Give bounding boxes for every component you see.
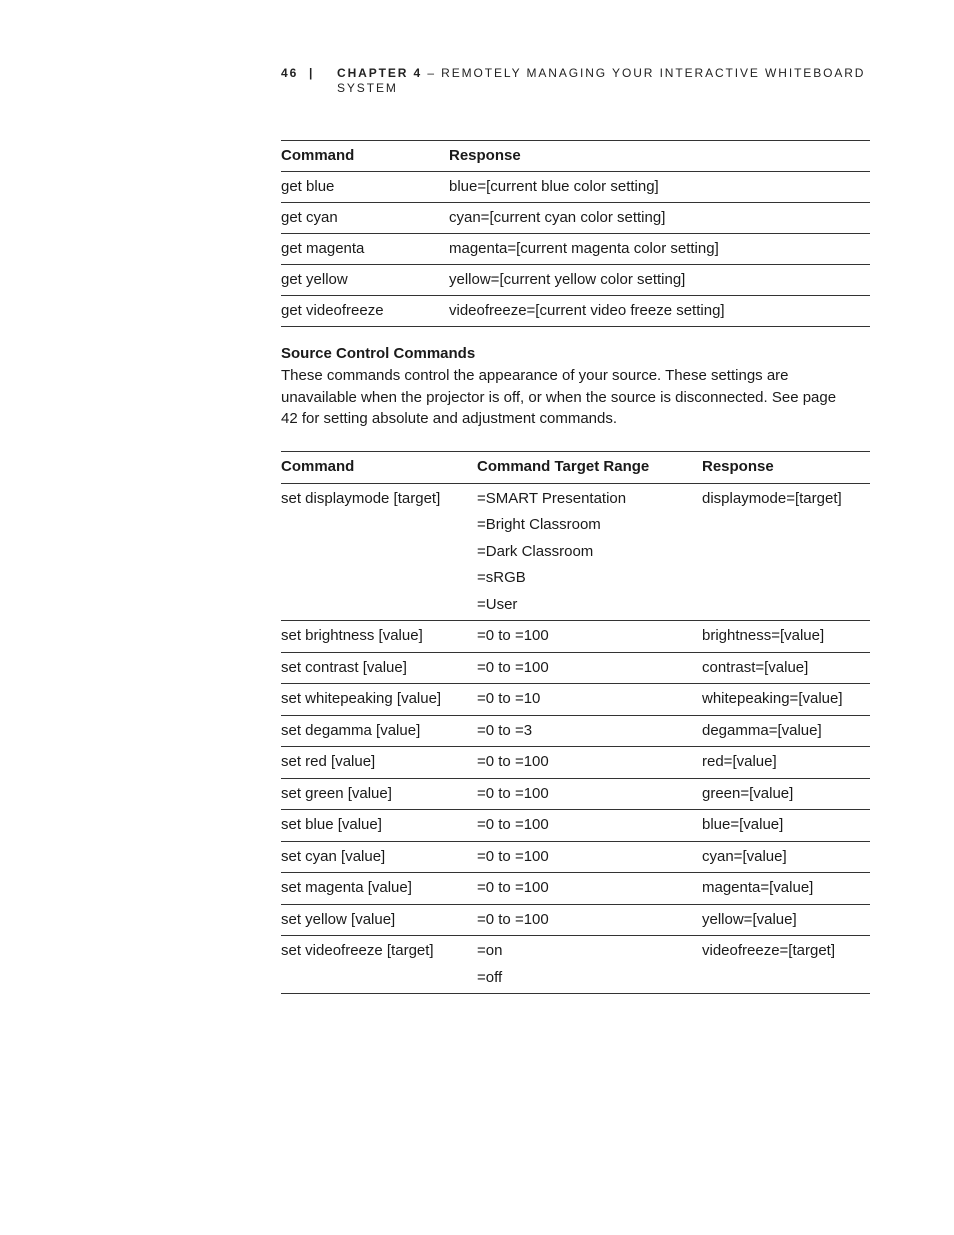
- table-header-row: [281, 141, 870, 172]
- response-cell: displaymode=[target]: [702, 489, 842, 507]
- target-range-cell: [477, 483, 702, 621]
- response-cell: contrast=[value]: [702, 658, 809, 676]
- target-range-cell: =0 to =100: [477, 753, 549, 770]
- column-header-command: Command: [281, 147, 355, 164]
- command-cell: get yellow: [281, 271, 348, 288]
- target-range-cell: =0 to =100: [477, 658, 549, 676]
- target-range-cell: =0 to =100: [477, 847, 549, 865]
- response-cell: cyan=[current cyan color setting]: [449, 209, 666, 226]
- table-row: [281, 483, 870, 621]
- header-separator: |: [309, 66, 315, 80]
- command-cell: set whitepeaking [value]: [281, 690, 442, 707]
- table-row: [281, 172, 870, 203]
- column-header-response: Response: [449, 147, 521, 164]
- range-option: =on: [477, 942, 503, 959]
- command-cell: set contrast [value]: [281, 658, 407, 676]
- target-range-cell: [477, 936, 702, 994]
- target-range-cell: =0 to =3: [477, 721, 533, 739]
- get-commands-table: [281, 140, 870, 327]
- command-cell: set yellow [value]: [281, 910, 396, 928]
- response-cell: yellow=[current yellow color setting]: [449, 271, 686, 288]
- response-cell: blue=[value]: [702, 816, 784, 833]
- response-cell: brightness=[value]: [702, 627, 825, 644]
- command-cell: set magenta [value]: [281, 879, 412, 896]
- range-option: =Bright Classroom: [477, 516, 601, 533]
- response-cell: degamma=[value]: [702, 721, 822, 739]
- table-row: [281, 841, 870, 873]
- command-cell: get cyan: [281, 209, 338, 226]
- command-cell: set blue [value]: [281, 816, 382, 833]
- range-option: =off: [477, 968, 503, 986]
- response-cell: magenta=[current magenta color setting]: [449, 240, 719, 257]
- command-cell: set displaymode [target]: [281, 489, 441, 507]
- table-row: [281, 684, 870, 716]
- command-cell: get magenta: [281, 240, 365, 257]
- range-option: =SMART Presentation: [477, 489, 627, 507]
- table-row: [281, 778, 870, 810]
- table-row: [281, 203, 870, 234]
- table-row: [281, 936, 870, 994]
- table-row: [281, 265, 870, 296]
- table-row: [281, 652, 870, 684]
- target-range-cell: =0 to =100: [477, 816, 549, 833]
- response-cell: yellow=[value]: [702, 910, 797, 928]
- response-cell: red=[value]: [702, 753, 777, 770]
- response-cell: blue=[current blue color setting]: [449, 178, 659, 195]
- command-cell: set red [value]: [281, 753, 376, 770]
- target-range-cell: =0 to =100: [477, 627, 549, 644]
- chapter-heading: [337, 66, 877, 96]
- response-cell: videofreeze=[target]: [702, 942, 836, 959]
- range-option: =Dark Classroom: [477, 542, 594, 560]
- table-row: [281, 296, 870, 327]
- source-control-commands-table: [281, 451, 870, 994]
- response-cell: cyan=[value]: [702, 847, 787, 865]
- column-header-response: Response: [702, 458, 774, 475]
- target-range-cell: =0 to =100: [477, 910, 549, 928]
- table-header-row: [281, 452, 870, 484]
- command-cell: get videofreeze: [281, 302, 384, 319]
- table-row: [281, 234, 870, 265]
- column-header-target-range: Command Target Range: [477, 458, 650, 475]
- table-row: [281, 810, 870, 842]
- command-cell: get blue: [281, 178, 335, 195]
- column-header-command: Command: [281, 458, 355, 475]
- range-option: =sRGB: [477, 569, 526, 586]
- target-range-cell: =0 to =100: [477, 879, 549, 896]
- table-row: [281, 873, 870, 905]
- chapter-title: – REMOTELY MANAGING YOUR INTERACTIVE WHITEBOARD SYSTEM: [337, 66, 866, 95]
- command-cell: set videofreeze [target]: [281, 942, 434, 959]
- table-row: [281, 904, 870, 936]
- page-number: 46: [281, 66, 299, 80]
- chapter-label: CHAPTER 4: [337, 66, 423, 80]
- response-cell: videofreeze=[current video freeze setting]: [449, 302, 725, 319]
- command-cell: set brightness [value]: [281, 627, 423, 644]
- response-cell: whitepeaking=[value]: [702, 690, 843, 707]
- response-cell: green=[value]: [702, 784, 794, 802]
- range-option: =User: [477, 595, 518, 613]
- section-title: Source Control Commands: [281, 345, 476, 362]
- section-paragraph: These commands control the appearance of your source. These settings are unavailable when the projector is off, or when the source is disconnected. See page 42 for setting absolute and adjustment commands.: [281, 367, 837, 427]
- table-row: [281, 747, 870, 779]
- target-range-cell: =0 to =10: [477, 690, 541, 707]
- command-cell: set green [value]: [281, 784, 392, 802]
- target-range-cell: =0 to =100: [477, 784, 549, 802]
- table-row: [281, 715, 870, 747]
- command-cell: set degamma [value]: [281, 721, 421, 739]
- command-cell: set cyan [value]: [281, 847, 386, 865]
- table-row: [281, 621, 870, 653]
- response-cell: magenta=[value]: [702, 879, 814, 896]
